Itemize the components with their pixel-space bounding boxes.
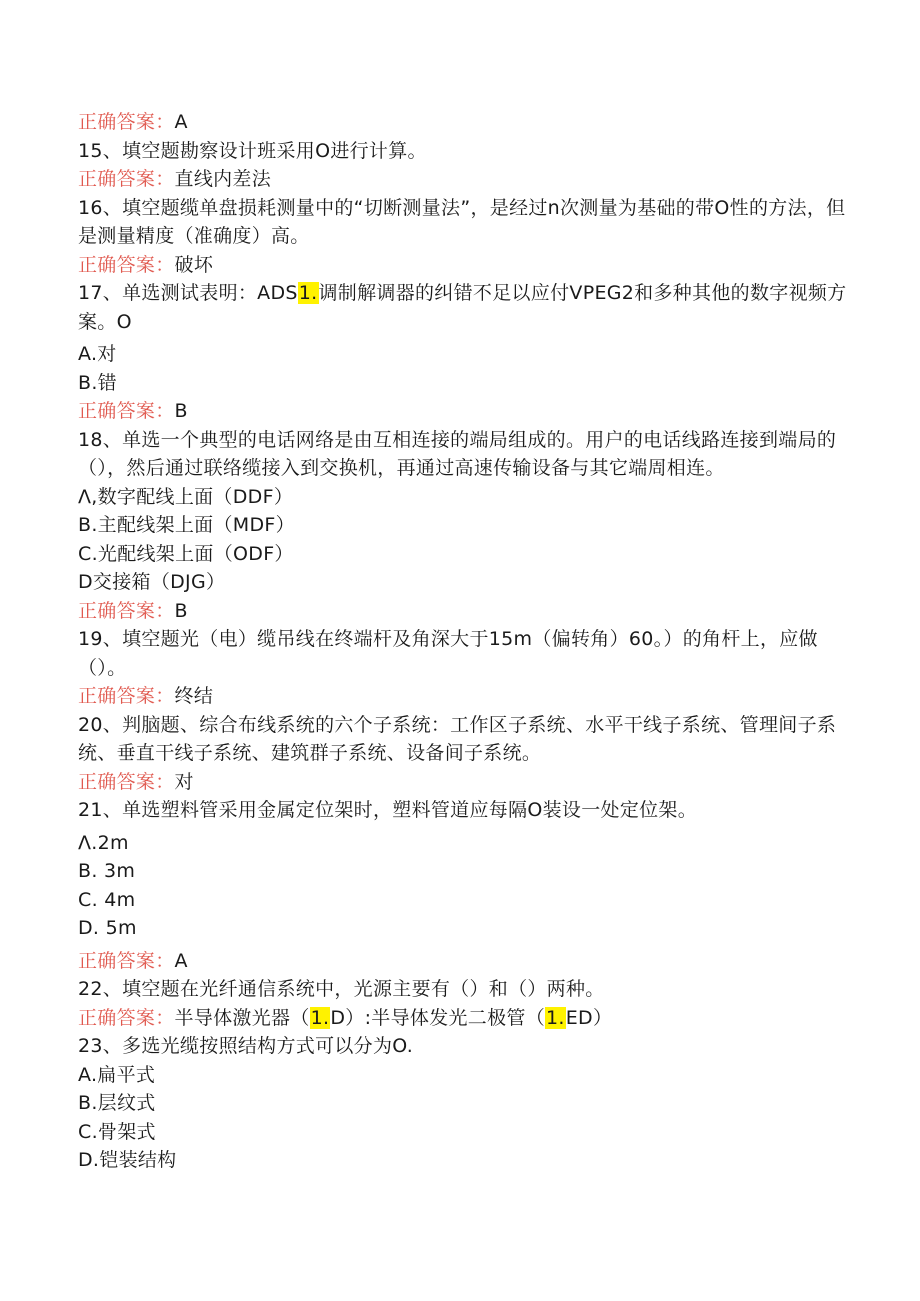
answer-value: 破坏 xyxy=(174,253,214,276)
answer-21 xyxy=(78,947,848,976)
option-23-d: D.铠装结构 xyxy=(78,1149,177,1171)
question-16: 16、填空题缆单盘损耗测量中的“切断测量法”，是经过n次测量为基础的带O性的方法，但是测量精度（准确度）高。 xyxy=(78,196,846,247)
question-18: 18、单选一个典型的电话网络是由互相连接的端局组成的。用户的电话线路连接到端局的（），然后通过联络缆接入到交换机，再通过高速传输设备与其它端周相连。 xyxy=(78,428,837,479)
answer-19 xyxy=(78,682,848,711)
option-23-a: A.扁平式 xyxy=(78,1063,156,1086)
option-18-d: D交接箱（DJG） xyxy=(78,571,226,593)
answer-15 xyxy=(78,165,848,194)
highlight-mark: 1. xyxy=(546,1006,565,1029)
answer-18 xyxy=(78,597,848,626)
answer-value: B xyxy=(174,400,188,422)
exam-document xyxy=(78,108,848,1175)
question-21: 21、单选塑料管采用金属定位架时，塑料管道应每隔O装设一处定位架。 xyxy=(78,799,698,821)
answer-17 xyxy=(78,397,848,426)
answer-label: 正确答案： xyxy=(78,253,175,276)
answer-value: 直线内差法 xyxy=(174,168,272,190)
option-23-b: B.层纹式 xyxy=(78,1092,156,1114)
answer-value-part2: D）:半导体发光二极管（ xyxy=(330,1006,545,1029)
question-17-suffix: 调制解调器的纠错不足以应付VPEG2和多种其他的数字视频方案。O xyxy=(78,282,847,333)
question-17-prefix: 17、单选测试表明：ADS xyxy=(78,282,298,304)
question-22: 22、填空题在光纤通信系统中，光源主要有（）和（）两种。 xyxy=(78,978,605,1000)
highlight-mark: 1. xyxy=(310,1006,330,1029)
answer-16 xyxy=(78,251,848,280)
option-21-a: Λ.2m xyxy=(78,831,129,854)
answer-label: 正确答案： xyxy=(78,168,175,190)
option-21-b: B. 3m xyxy=(78,860,136,882)
answer-label: 正确答案： xyxy=(78,599,175,622)
answer-22 xyxy=(78,1004,848,1033)
answer-label: 正确答案： xyxy=(78,770,175,793)
answer-14 xyxy=(78,108,848,137)
question-19: 19、填空题光（电）缆吊线在终端杆及角深大于15m（偏转角）60。）的角杆上，应做（）。 xyxy=(78,628,818,679)
option-17-b: B.错 xyxy=(78,371,117,394)
answer-value: A xyxy=(174,111,188,133)
answer-label: 正确答案： xyxy=(78,685,175,707)
answer-20 xyxy=(78,768,848,797)
answer-label: 正确答案： xyxy=(78,1006,175,1029)
option-18-c: C.光配线架上面（ODF） xyxy=(78,542,294,565)
question-17 xyxy=(78,279,848,336)
answer-value-part1: 半导体激光器（ xyxy=(174,1006,310,1029)
option-21-d: D. 5m xyxy=(78,917,137,939)
answer-value: B xyxy=(174,599,188,622)
option-23-c: C.骨架式 xyxy=(78,1120,156,1143)
question-23: 23、多选光缆按照结构方式可以分为O. xyxy=(78,1035,414,1057)
highlight-mark: 1. xyxy=(298,282,318,304)
option-18-a: Λ,数字配线上面（DDF） xyxy=(78,485,294,508)
question-20: 20、判脑题、综合布线系统的六个子系统：工作区子系统、水平干线子系统、管理间子系统、垂直干线子系统、建筑群子系统、设备间子系统。 xyxy=(78,713,837,764)
answer-label: 正确答案： xyxy=(78,949,175,972)
answer-label: 正确答案： xyxy=(78,400,175,422)
option-17-a: A.对 xyxy=(78,343,117,365)
answer-value: A xyxy=(174,949,188,972)
answer-label: 正确答案： xyxy=(78,111,175,133)
question-15: 15、填空题勘察设计班采用O进行计算。 xyxy=(78,139,427,162)
answer-value: 终结 xyxy=(174,685,214,707)
option-21-c: C. 4m xyxy=(78,888,136,911)
answer-value-part3: ED） xyxy=(565,1006,613,1029)
option-18-b: B.主配线架上面（MDF） xyxy=(78,514,295,536)
answer-value: 对 xyxy=(174,770,194,793)
